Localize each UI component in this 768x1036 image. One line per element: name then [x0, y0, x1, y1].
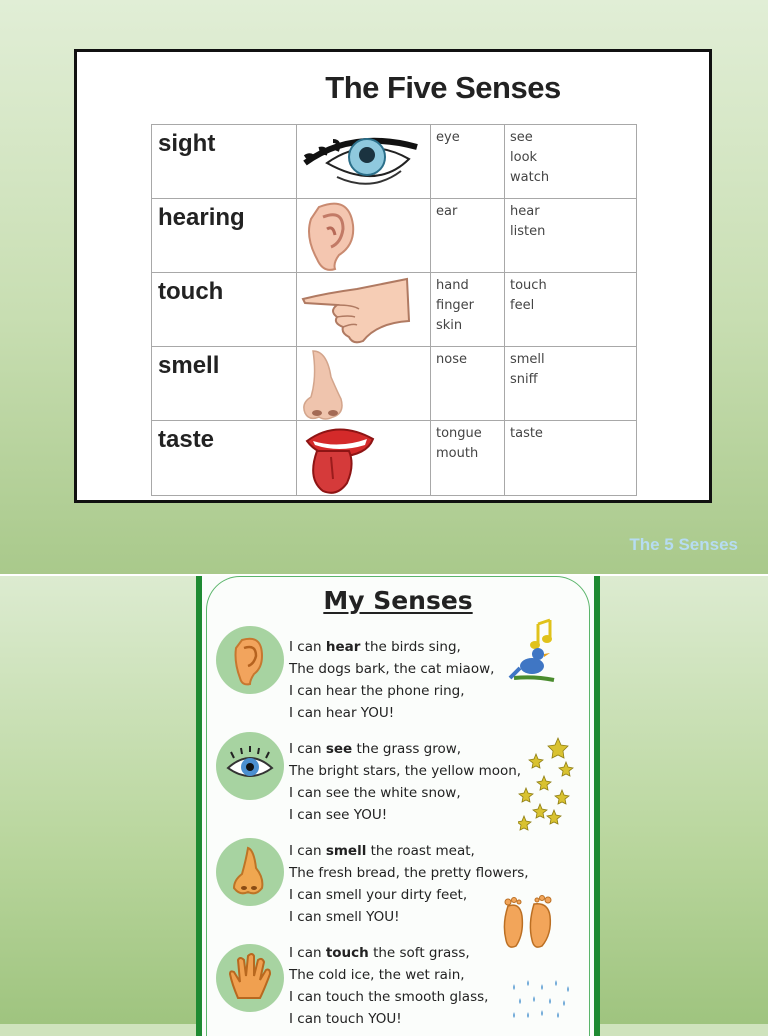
stanza-line: I can touch YOU!: [289, 1011, 402, 1027]
stanza-line: The cold ice, the wet rain,: [289, 967, 465, 983]
verbs: [505, 273, 637, 347]
verbs: [505, 421, 637, 495]
poster-title: [202, 586, 594, 615]
feet-icon: [498, 894, 558, 956]
part-item: finger: [436, 298, 475, 313]
stanza-line: I can hear YOU!: [289, 705, 395, 721]
body-parts: [431, 421, 505, 495]
ear-icon: [297, 199, 431, 273]
part-item: mouth: [436, 446, 479, 461]
stanza-line: I can hear the phone ring,: [289, 683, 465, 699]
stanza-line: I can smell the roast meat,: [289, 843, 475, 859]
verb-item: smell: [510, 352, 545, 367]
table-row-taste: [151, 420, 637, 496]
part-item: nose: [436, 352, 467, 367]
body-parts: [431, 199, 505, 273]
senses-table: [151, 124, 637, 494]
part-item: tongue: [436, 426, 482, 441]
hand-icon: [216, 944, 284, 1012]
stanza-see: [289, 738, 521, 826]
mouth-icon: [297, 421, 431, 495]
verbs: [505, 347, 637, 421]
stanza-line: The fresh bread, the pretty flowers,: [289, 865, 529, 881]
hand-icon: [297, 273, 431, 347]
part-item: skin: [436, 318, 463, 333]
stanza-line: The bright stars, the yellow moon,: [289, 763, 522, 779]
eye-icon: [297, 125, 431, 199]
stanza-line: I can hear the birds sing,: [289, 639, 461, 655]
stanza-line: I can smell your dirty feet,: [289, 887, 468, 903]
stanza-line: I can see the grass grow,: [289, 741, 462, 757]
sense-label: taste: [151, 421, 297, 495]
verb-item: watch: [510, 170, 550, 185]
stanza-line: I can see the white snow,: [289, 785, 461, 801]
verb-item: touch: [510, 278, 547, 293]
stanza-smell: [289, 840, 529, 928]
sense-label: smell: [151, 347, 297, 421]
sense-label: touch: [151, 273, 297, 347]
verb-item: look: [510, 150, 538, 165]
verb-item: sniff: [510, 372, 538, 387]
my-senses-poster: [196, 576, 600, 1036]
part-item: hand: [436, 278, 469, 293]
stanza-line: The dogs bark, the cat miaow,: [289, 661, 495, 677]
table-row-touch: [151, 272, 637, 347]
raindrops-icon: [506, 976, 576, 1028]
stanza-line: I can touch the smooth glass,: [289, 989, 489, 1005]
table-row-smell: [151, 346, 637, 421]
verb-item: see: [510, 130, 533, 145]
bird-icon: [504, 618, 572, 692]
eye-icon: [216, 732, 284, 800]
table-row-hearing: [151, 198, 637, 273]
table-row-sight: [151, 124, 637, 199]
stanza-hear: [289, 636, 494, 724]
verbs: [505, 125, 637, 199]
nose-icon: [216, 838, 284, 906]
stanza-line: I can smell YOU!: [289, 909, 400, 925]
verb-item: feel: [510, 298, 535, 313]
ear-icon: [216, 626, 284, 694]
stanza-touch: [289, 942, 488, 1030]
poster-title-text: My Senses: [323, 586, 473, 615]
verb-item: listen: [510, 224, 546, 239]
verb-item: hear: [510, 204, 540, 219]
part-item: ear: [436, 204, 458, 219]
sense-label: hearing: [151, 199, 297, 273]
body-parts: [431, 347, 505, 421]
body-parts: [431, 273, 505, 347]
part-item: eye: [436, 130, 460, 145]
nose-icon: [297, 347, 431, 421]
page-title: The Five Senses: [325, 70, 561, 105]
stanza-line: I can touch the soft grass,: [289, 945, 470, 961]
sense-label: sight: [151, 125, 297, 199]
senses-card: [74, 49, 712, 503]
body-parts: [431, 125, 505, 199]
stars-icon: [518, 736, 580, 838]
verbs: [505, 199, 637, 273]
stanza-line: I can see YOU!: [289, 807, 388, 823]
slide-footer-title: The 5 Senses: [629, 535, 738, 554]
verb-item: taste: [510, 426, 543, 441]
